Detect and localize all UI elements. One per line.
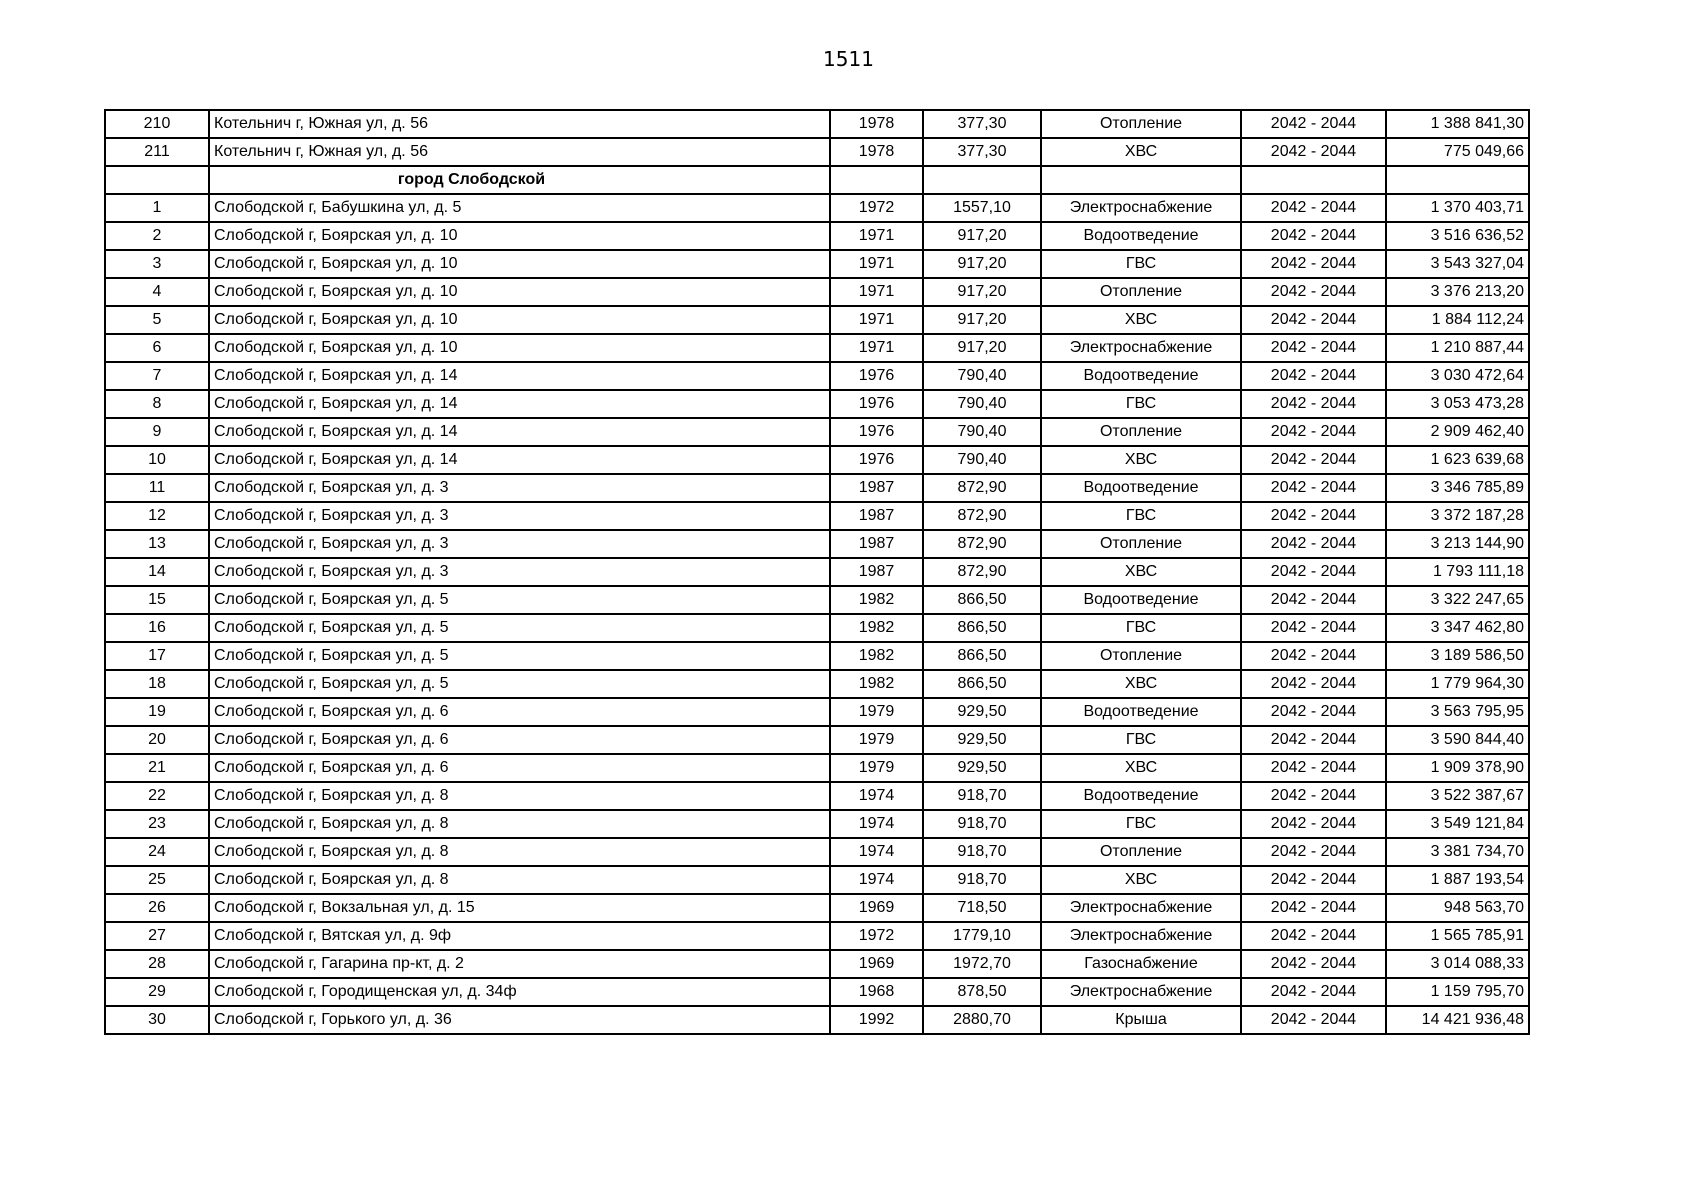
year-cell: 1976 [830, 362, 923, 390]
address-cell: Слободской г, Боярская ул, д. 6 [209, 698, 830, 726]
row-number-cell: 12 [105, 502, 209, 530]
area-cell: 918,70 [923, 810, 1041, 838]
area-cell: 1557,10 [923, 194, 1041, 222]
table-row [105, 866, 1529, 894]
year-cell: 1979 [830, 726, 923, 754]
area-cell: 2880,70 [923, 1006, 1041, 1034]
row-number-cell: 19 [105, 698, 209, 726]
address-cell: Слободской г, Боярская ул, д. 3 [209, 558, 830, 586]
table-row [105, 810, 1529, 838]
address-cell: Слободской г, Боярская ул, д. 6 [209, 726, 830, 754]
year-cell: 1987 [830, 474, 923, 502]
address-cell: Котельнич г, Южная ул, д. 56 [209, 138, 830, 166]
table-row [105, 362, 1529, 390]
row-number-cell: 7 [105, 362, 209, 390]
work-type-cell: Отопление [1041, 530, 1241, 558]
work-type-cell: Электроснабжение [1041, 978, 1241, 1006]
table-row [105, 782, 1529, 810]
address-cell: Слободской г, Вятская ул, д. 9ф [209, 922, 830, 950]
year-cell: 1972 [830, 922, 923, 950]
cost-cell: 775 049,66 [1386, 138, 1529, 166]
area-cell: 929,50 [923, 754, 1041, 782]
year-cell: 1979 [830, 754, 923, 782]
year-cell: 1976 [830, 418, 923, 446]
row-number-cell: 16 [105, 614, 209, 642]
cost-cell: 3 030 472,64 [1386, 362, 1529, 390]
area-cell: 377,30 [923, 110, 1041, 138]
address-cell: Котельнич г, Южная ул, д. 56 [209, 110, 830, 138]
row-number-cell [105, 166, 209, 194]
row-number-cell: 11 [105, 474, 209, 502]
table-row [105, 250, 1529, 278]
address-cell: Слободской г, Городищенская ул, д. 34ф [209, 978, 830, 1006]
work-type-cell: ХВС [1041, 138, 1241, 166]
table-row [105, 894, 1529, 922]
table-body [105, 110, 1529, 1034]
period-cell: 2042 - 2044 [1241, 586, 1386, 614]
row-number-cell: 30 [105, 1006, 209, 1034]
table-row [105, 698, 1529, 726]
section-header-row [105, 166, 1529, 194]
year-cell: 1971 [830, 334, 923, 362]
work-type-cell: ХВС [1041, 670, 1241, 698]
year-cell: 1987 [830, 502, 923, 530]
area-cell: 918,70 [923, 866, 1041, 894]
table-row [105, 978, 1529, 1006]
year-cell: 1992 [830, 1006, 923, 1034]
work-type-cell: Отопление [1041, 642, 1241, 670]
cost-cell: 3 381 734,70 [1386, 838, 1529, 866]
row-number-cell: 21 [105, 754, 209, 782]
row-number-cell: 5 [105, 306, 209, 334]
area-cell: 929,50 [923, 698, 1041, 726]
area-cell: 872,90 [923, 530, 1041, 558]
area-cell: 917,20 [923, 250, 1041, 278]
cost-cell: 1 370 403,71 [1386, 194, 1529, 222]
year-cell: 1982 [830, 586, 923, 614]
work-type-cell: Газоснабжение [1041, 950, 1241, 978]
year-cell: 1968 [830, 978, 923, 1006]
address-cell: Слободской г, Боярская ул, д. 8 [209, 810, 830, 838]
address-cell: Слободской г, Боярская ул, д. 5 [209, 642, 830, 670]
cost-cell: 948 563,70 [1386, 894, 1529, 922]
period-cell: 2042 - 2044 [1241, 110, 1386, 138]
work-type-cell: Водоотведение [1041, 782, 1241, 810]
address-cell: Слободской г, Боярская ул, д. 5 [209, 614, 830, 642]
year-cell: 1979 [830, 698, 923, 726]
cost-cell: 3 563 795,95 [1386, 698, 1529, 726]
cost-cell: 3 522 387,67 [1386, 782, 1529, 810]
period-cell: 2042 - 2044 [1241, 670, 1386, 698]
work-type-cell: Отопление [1041, 418, 1241, 446]
table-row [105, 838, 1529, 866]
cost-cell: 1 884 112,24 [1386, 306, 1529, 334]
work-type-cell: Электроснабжение [1041, 922, 1241, 950]
period-cell: 2042 - 2044 [1241, 922, 1386, 950]
work-type-cell: ГВС [1041, 810, 1241, 838]
work-type-cell: Водоотведение [1041, 222, 1241, 250]
area-cell: 790,40 [923, 362, 1041, 390]
period-cell: 2042 - 2044 [1241, 418, 1386, 446]
cost-cell: 2 909 462,40 [1386, 418, 1529, 446]
year-cell: 1976 [830, 446, 923, 474]
cost-cell: 3 543 327,04 [1386, 250, 1529, 278]
cost-cell: 3 189 586,50 [1386, 642, 1529, 670]
table-row [105, 950, 1529, 978]
period-cell: 2042 - 2044 [1241, 502, 1386, 530]
work-type-cell: Водоотведение [1041, 586, 1241, 614]
area-cell: 918,70 [923, 782, 1041, 810]
row-number-cell: 27 [105, 922, 209, 950]
work-type-cell: ХВС [1041, 558, 1241, 586]
address-cell: Слободской г, Боярская ул, д. 8 [209, 782, 830, 810]
area-cell: 1779,10 [923, 922, 1041, 950]
work-type-cell: Отопление [1041, 278, 1241, 306]
table-row [105, 642, 1529, 670]
area-cell: 872,90 [923, 474, 1041, 502]
cost-cell: 1 887 193,54 [1386, 866, 1529, 894]
work-type-cell: Отопление [1041, 110, 1241, 138]
section-title: город Слободской [209, 166, 830, 194]
address-cell: Слободской г, Боярская ул, д. 14 [209, 362, 830, 390]
year-cell: 1972 [830, 194, 923, 222]
period-cell [1241, 166, 1386, 194]
period-cell: 2042 - 2044 [1241, 194, 1386, 222]
table-row [105, 558, 1529, 586]
row-number-cell: 210 [105, 110, 209, 138]
work-type-cell: ГВС [1041, 726, 1241, 754]
period-cell: 2042 - 2044 [1241, 950, 1386, 978]
area-cell: 917,20 [923, 334, 1041, 362]
area-cell: 917,20 [923, 278, 1041, 306]
area-cell [923, 166, 1041, 194]
table-row [105, 222, 1529, 250]
cost-cell: 1 909 378,90 [1386, 754, 1529, 782]
year-cell [830, 166, 923, 194]
row-number-cell: 15 [105, 586, 209, 614]
period-cell: 2042 - 2044 [1241, 558, 1386, 586]
year-cell: 1978 [830, 138, 923, 166]
cost-cell: 3 213 144,90 [1386, 530, 1529, 558]
cost-cell: 3 590 844,40 [1386, 726, 1529, 754]
work-type-cell: ГВС [1041, 390, 1241, 418]
area-cell: 918,70 [923, 838, 1041, 866]
address-cell: Слободской г, Вокзальная ул, д. 15 [209, 894, 830, 922]
period-cell: 2042 - 2044 [1241, 782, 1386, 810]
period-cell: 2042 - 2044 [1241, 390, 1386, 418]
address-cell: Слободской г, Боярская ул, д. 10 [209, 306, 830, 334]
year-cell: 1978 [830, 110, 923, 138]
work-type-cell: Электроснабжение [1041, 334, 1241, 362]
period-cell: 2042 - 2044 [1241, 754, 1386, 782]
cost-cell: 1 388 841,30 [1386, 110, 1529, 138]
year-cell: 1974 [830, 866, 923, 894]
page-number: 1511 [823, 47, 874, 71]
area-cell: 929,50 [923, 726, 1041, 754]
address-cell: Слободской г, Боярская ул, д. 8 [209, 866, 830, 894]
area-cell: 866,50 [923, 642, 1041, 670]
work-type-cell: Водоотведение [1041, 474, 1241, 502]
work-type-cell: ГВС [1041, 250, 1241, 278]
year-cell: 1971 [830, 222, 923, 250]
period-cell: 2042 - 2044 [1241, 1006, 1386, 1034]
table-row [105, 110, 1529, 138]
address-cell: Слободской г, Боярская ул, д. 14 [209, 418, 830, 446]
period-cell: 2042 - 2044 [1241, 250, 1386, 278]
table-row [105, 1006, 1529, 1034]
period-cell: 2042 - 2044 [1241, 978, 1386, 1006]
year-cell: 1974 [830, 838, 923, 866]
address-cell: Слободской г, Боярская ул, д. 14 [209, 390, 830, 418]
cost-cell: 3 347 462,80 [1386, 614, 1529, 642]
work-type-cell: Крыша [1041, 1006, 1241, 1034]
period-cell: 2042 - 2044 [1241, 838, 1386, 866]
period-cell: 2042 - 2044 [1241, 278, 1386, 306]
address-cell: Слободской г, Боярская ул, д. 10 [209, 250, 830, 278]
year-cell: 1987 [830, 530, 923, 558]
table-row [105, 530, 1529, 558]
row-number-cell: 9 [105, 418, 209, 446]
address-cell: Слободской г, Боярская ул, д. 3 [209, 502, 830, 530]
cost-cell [1386, 166, 1529, 194]
period-cell: 2042 - 2044 [1241, 474, 1386, 502]
row-number-cell: 17 [105, 642, 209, 670]
table-row [105, 306, 1529, 334]
cost-cell: 1 779 964,30 [1386, 670, 1529, 698]
period-cell: 2042 - 2044 [1241, 334, 1386, 362]
table-row [105, 670, 1529, 698]
row-number-cell: 14 [105, 558, 209, 586]
row-number-cell: 18 [105, 670, 209, 698]
work-type-cell: ХВС [1041, 306, 1241, 334]
work-type-cell: Отопление [1041, 838, 1241, 866]
area-cell: 1972,70 [923, 950, 1041, 978]
address-cell: Слободской г, Боярская ул, д. 5 [209, 586, 830, 614]
year-cell: 1987 [830, 558, 923, 586]
area-cell: 790,40 [923, 446, 1041, 474]
row-number-cell: 25 [105, 866, 209, 894]
cost-cell: 3 346 785,89 [1386, 474, 1529, 502]
cost-cell: 14 421 936,48 [1386, 1006, 1529, 1034]
area-cell: 917,20 [923, 306, 1041, 334]
row-number-cell: 3 [105, 250, 209, 278]
row-number-cell: 1 [105, 194, 209, 222]
year-cell: 1982 [830, 670, 923, 698]
area-cell: 790,40 [923, 390, 1041, 418]
address-cell: Слободской г, Бабушкина ул, д. 5 [209, 194, 830, 222]
period-cell: 2042 - 2044 [1241, 726, 1386, 754]
table-row [105, 278, 1529, 306]
table-row [105, 390, 1529, 418]
area-cell: 878,50 [923, 978, 1041, 1006]
year-cell: 1971 [830, 250, 923, 278]
cost-cell: 1 623 639,68 [1386, 446, 1529, 474]
table-row [105, 922, 1529, 950]
period-cell: 2042 - 2044 [1241, 306, 1386, 334]
table-row [105, 138, 1529, 166]
table-row [105, 418, 1529, 446]
work-type-cell: Электроснабжение [1041, 894, 1241, 922]
area-cell: 866,50 [923, 614, 1041, 642]
row-number-cell: 26 [105, 894, 209, 922]
table-row [105, 502, 1529, 530]
row-number-cell: 23 [105, 810, 209, 838]
work-type-cell: Водоотведение [1041, 362, 1241, 390]
area-cell: 866,50 [923, 586, 1041, 614]
address-cell: Слободской г, Гагарина пр-кт, д. 2 [209, 950, 830, 978]
address-cell: Слободской г, Боярская ул, д. 10 [209, 222, 830, 250]
table-row [105, 614, 1529, 642]
year-cell: 1982 [830, 614, 923, 642]
address-cell: Слободской г, Горького ул, д. 36 [209, 1006, 830, 1034]
year-cell: 1982 [830, 642, 923, 670]
period-cell: 2042 - 2044 [1241, 698, 1386, 726]
cost-cell: 3 372 187,28 [1386, 502, 1529, 530]
area-cell: 718,50 [923, 894, 1041, 922]
row-number-cell: 8 [105, 390, 209, 418]
period-cell: 2042 - 2044 [1241, 362, 1386, 390]
cost-cell: 3 516 636,52 [1386, 222, 1529, 250]
cost-cell: 1 210 887,44 [1386, 334, 1529, 362]
period-cell: 2042 - 2044 [1241, 810, 1386, 838]
work-type-cell: ХВС [1041, 866, 1241, 894]
row-number-cell: 13 [105, 530, 209, 558]
year-cell: 1969 [830, 950, 923, 978]
period-cell: 2042 - 2044 [1241, 530, 1386, 558]
period-cell: 2042 - 2044 [1241, 866, 1386, 894]
cost-cell: 3 549 121,84 [1386, 810, 1529, 838]
table-row [105, 194, 1529, 222]
row-number-cell: 2 [105, 222, 209, 250]
area-cell: 917,20 [923, 222, 1041, 250]
year-cell: 1974 [830, 810, 923, 838]
cost-cell: 3 053 473,28 [1386, 390, 1529, 418]
row-number-cell: 20 [105, 726, 209, 754]
address-cell: Слободской г, Боярская ул, д. 14 [209, 446, 830, 474]
period-cell: 2042 - 2044 [1241, 222, 1386, 250]
address-cell: Слободской г, Боярская ул, д. 5 [209, 670, 830, 698]
address-cell: Слободской г, Боярская ул, д. 8 [209, 838, 830, 866]
row-number-cell: 28 [105, 950, 209, 978]
address-cell: Слободской г, Боярская ул, д. 6 [209, 754, 830, 782]
cost-cell: 3 014 088,33 [1386, 950, 1529, 978]
row-number-cell: 29 [105, 978, 209, 1006]
address-cell: Слободской г, Боярская ул, д. 3 [209, 474, 830, 502]
area-cell: 866,50 [923, 670, 1041, 698]
cost-cell: 3 322 247,65 [1386, 586, 1529, 614]
period-cell: 2042 - 2044 [1241, 642, 1386, 670]
address-cell: Слободской г, Боярская ул, д. 10 [209, 278, 830, 306]
row-number-cell: 4 [105, 278, 209, 306]
work-type-cell: Электроснабжение [1041, 194, 1241, 222]
period-cell: 2042 - 2044 [1241, 614, 1386, 642]
table-row [105, 726, 1529, 754]
table-row [105, 586, 1529, 614]
year-cell: 1971 [830, 306, 923, 334]
area-cell: 872,90 [923, 558, 1041, 586]
table-row [105, 446, 1529, 474]
row-number-cell: 22 [105, 782, 209, 810]
period-cell: 2042 - 2044 [1241, 894, 1386, 922]
cost-cell: 1 565 785,91 [1386, 922, 1529, 950]
table-row [105, 334, 1529, 362]
period-cell: 2042 - 2044 [1241, 446, 1386, 474]
table-row [105, 474, 1529, 502]
work-type-cell: ГВС [1041, 614, 1241, 642]
address-cell: Слободской г, Боярская ул, д. 3 [209, 530, 830, 558]
address-cell: Слободской г, Боярская ул, д. 10 [209, 334, 830, 362]
row-number-cell: 6 [105, 334, 209, 362]
cost-cell: 3 376 213,20 [1386, 278, 1529, 306]
capital-repair-table [104, 109, 1530, 1035]
year-cell: 1971 [830, 278, 923, 306]
table-row [105, 754, 1529, 782]
area-cell: 872,90 [923, 502, 1041, 530]
work-type-cell [1041, 166, 1241, 194]
row-number-cell: 211 [105, 138, 209, 166]
year-cell: 1976 [830, 390, 923, 418]
area-cell: 790,40 [923, 418, 1041, 446]
cost-cell: 1 793 111,18 [1386, 558, 1529, 586]
work-type-cell: Водоотведение [1041, 698, 1241, 726]
area-cell: 377,30 [923, 138, 1041, 166]
work-type-cell: ХВС [1041, 446, 1241, 474]
row-number-cell: 24 [105, 838, 209, 866]
period-cell: 2042 - 2044 [1241, 138, 1386, 166]
work-type-cell: ГВС [1041, 502, 1241, 530]
work-type-cell: ХВС [1041, 754, 1241, 782]
year-cell: 1974 [830, 782, 923, 810]
row-number-cell: 10 [105, 446, 209, 474]
year-cell: 1969 [830, 894, 923, 922]
cost-cell: 1 159 795,70 [1386, 978, 1529, 1006]
